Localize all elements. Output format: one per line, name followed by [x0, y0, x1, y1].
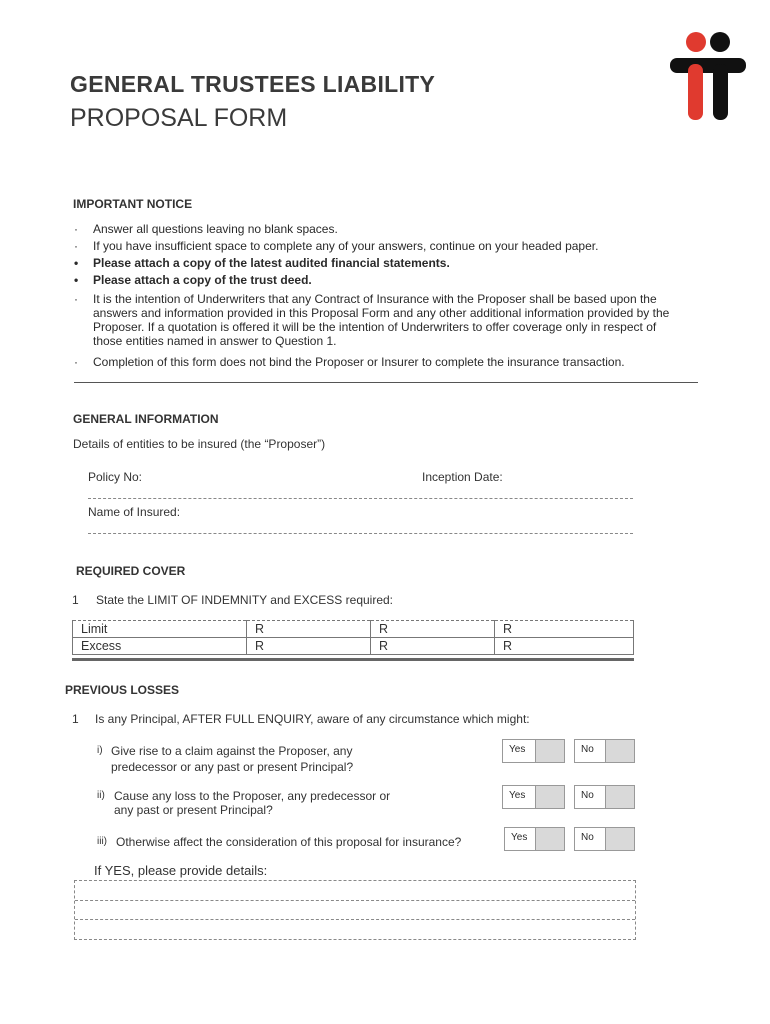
item-text: predecessor or any past or present Principal?: [111, 760, 354, 774]
table-row: [73, 621, 634, 638]
limit-cell-2[interactable]: R: [371, 621, 495, 638]
item-text: Cause any loss to the Proposer, any predecessor or: [114, 789, 391, 803]
excess-cell-2[interactable]: R: [371, 638, 495, 655]
item-text: Otherwise affect the consideration of this proposal for insurance?: [116, 835, 462, 849]
yes-checkbox[interactable]: Yes: [502, 785, 565, 809]
field-line: [88, 498, 633, 499]
inception-date-label[interactable]: Inception Date:: [422, 470, 503, 484]
checkbox-square[interactable]: [605, 740, 634, 762]
table-bottom-rule: [72, 658, 634, 661]
checkbox-square[interactable]: [605, 828, 634, 850]
details-prompt: If YES, please provide details:: [94, 863, 268, 878]
company-logo: [666, 30, 750, 122]
item-number: iii): [97, 836, 107, 847]
losses-question: Is any Principal, AFTER FULL ENQUIRY, aware of any circumstance which might:: [95, 712, 530, 726]
checkbox-square[interactable]: [605, 786, 634, 808]
details-line: [75, 900, 635, 901]
item-text: Give rise to a claim against the Proposer, any: [111, 744, 353, 758]
cover-question-number: 1: [72, 593, 79, 607]
yes-checkbox[interactable]: Yes: [502, 739, 565, 763]
general-heading: GENERAL INFORMATION: [73, 412, 219, 426]
general-subtitle: Details of entities to be insured (the “Proposer”): [73, 437, 326, 451]
limit-cell-1[interactable]: R: [247, 621, 371, 638]
item-number: i): [97, 745, 103, 756]
form-title: GENERAL TRUSTEES LIABILITY: [70, 71, 436, 97]
checkbox-square[interactable]: [535, 828, 564, 850]
notice-heading: IMPORTANT NOTICE: [73, 197, 193, 211]
no-checkbox[interactable]: No: [574, 739, 635, 763]
field-line: [88, 533, 633, 534]
item-number: ii): [97, 790, 105, 801]
row-label: Excess: [73, 638, 247, 655]
no-checkbox[interactable]: No: [574, 827, 635, 851]
checkbox-square[interactable]: [535, 740, 564, 762]
limit-excess-table: [72, 620, 634, 655]
details-textarea[interactable]: [74, 880, 636, 940]
yes-checkbox[interactable]: Yes: [504, 827, 565, 851]
form-subtitle: PROPOSAL FORM: [70, 104, 288, 132]
limit-cell-3[interactable]: R: [495, 621, 634, 638]
excess-cell-3[interactable]: R: [495, 638, 634, 655]
cover-heading: REQUIRED COVER: [76, 564, 186, 578]
name-of-insured-label[interactable]: Name of Insured:: [88, 505, 181, 519]
table-row: [73, 638, 634, 655]
losses-heading: PREVIOUS LOSSES: [65, 683, 180, 697]
cover-question: State the LIMIT OF INDEMNITY and EXCESS required:: [96, 593, 394, 607]
row-label: Limit: [73, 621, 247, 638]
no-checkbox[interactable]: No: [574, 785, 635, 809]
losses-question-number: 1: [72, 712, 79, 726]
section-divider: [74, 382, 698, 383]
policy-no-label[interactable]: Policy No:: [88, 470, 143, 484]
item-text: any past or present Principal?: [114, 803, 273, 817]
excess-cell-1[interactable]: R: [247, 638, 371, 655]
details-line: [75, 919, 635, 920]
checkbox-square[interactable]: [535, 786, 564, 808]
